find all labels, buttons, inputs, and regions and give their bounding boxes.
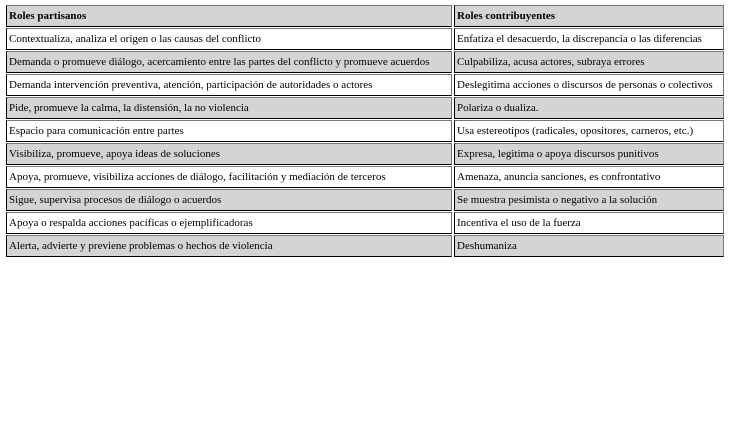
contributing-role-cell: Usa estereotipos (radicales, opositores, carneros, etc.)	[454, 120, 724, 142]
partisan-role-cell: Visibiliza, promueve, apoya ideas de soluciones	[6, 143, 452, 165]
partisan-role-cell: Pide, promueve la calma, la distensión, la no violencia	[6, 97, 452, 119]
partisan-role-cell: Apoya o respalda acciones pacíficas o ejemplificadoras	[6, 212, 452, 234]
contributing-role-cell: Deshumaniza	[454, 235, 724, 257]
table-row	[6, 97, 724, 119]
table-row	[6, 120, 724, 142]
partisan-role-cell: Demanda o promueve diálogo, acercamiento entre las partes del conflicto y promueve acuerdos	[6, 51, 452, 73]
partisan-role-cell: Alerta, advierte y previene problemas o hechos de violencia	[6, 235, 452, 257]
contributing-role-cell: Deslegitima acciones o discursos de personas o colectivos	[454, 74, 724, 96]
contributing-role-cell: Enfatiza el desacuerdo, la discrepancia o las diferencias	[454, 28, 724, 50]
table-row	[6, 212, 724, 234]
table-row	[6, 235, 724, 257]
contributing-role-cell: Amenaza, anuncia sanciones, es confrontativo	[454, 166, 724, 188]
table-row	[6, 166, 724, 188]
table-row	[6, 189, 724, 211]
header-contributing-roles: Roles contribuyentes	[454, 5, 724, 27]
contributing-role-cell: Expresa, legitima o apoya discursos punitivos	[454, 143, 724, 165]
partisan-role-cell: Sigue, supervisa procesos de diálogo o acuerdos	[6, 189, 452, 211]
partisan-role-cell: Demanda intervención preventiva, atención, participación de autoridades o actores	[6, 74, 452, 96]
header-row	[6, 5, 724, 27]
contributing-role-cell: Polariza o dualiza.	[454, 97, 724, 119]
table-row	[6, 28, 724, 50]
table-row	[6, 143, 724, 165]
contributing-role-cell: Incentiva el uso de la fuerza	[454, 212, 724, 234]
partisan-role-cell: Apoya, promueve, visibiliza acciones de diálogo, facilitación y mediación de terceros	[6, 166, 452, 188]
contributing-role-cell: Culpabiliza, acusa actores, subraya errores	[454, 51, 724, 73]
table-row	[6, 74, 724, 96]
header-partisan-roles: Roles partisanos	[6, 5, 452, 27]
partisan-role-cell: Contextualiza, analiza el origen o las causas del conflicto	[6, 28, 452, 50]
partisan-role-cell: Espacio para comunicación entre partes	[6, 120, 452, 142]
contributing-role-cell: Se muestra pesimista o negativo a la solución	[454, 189, 724, 211]
roles-table	[4, 4, 726, 258]
table-row	[6, 51, 724, 73]
